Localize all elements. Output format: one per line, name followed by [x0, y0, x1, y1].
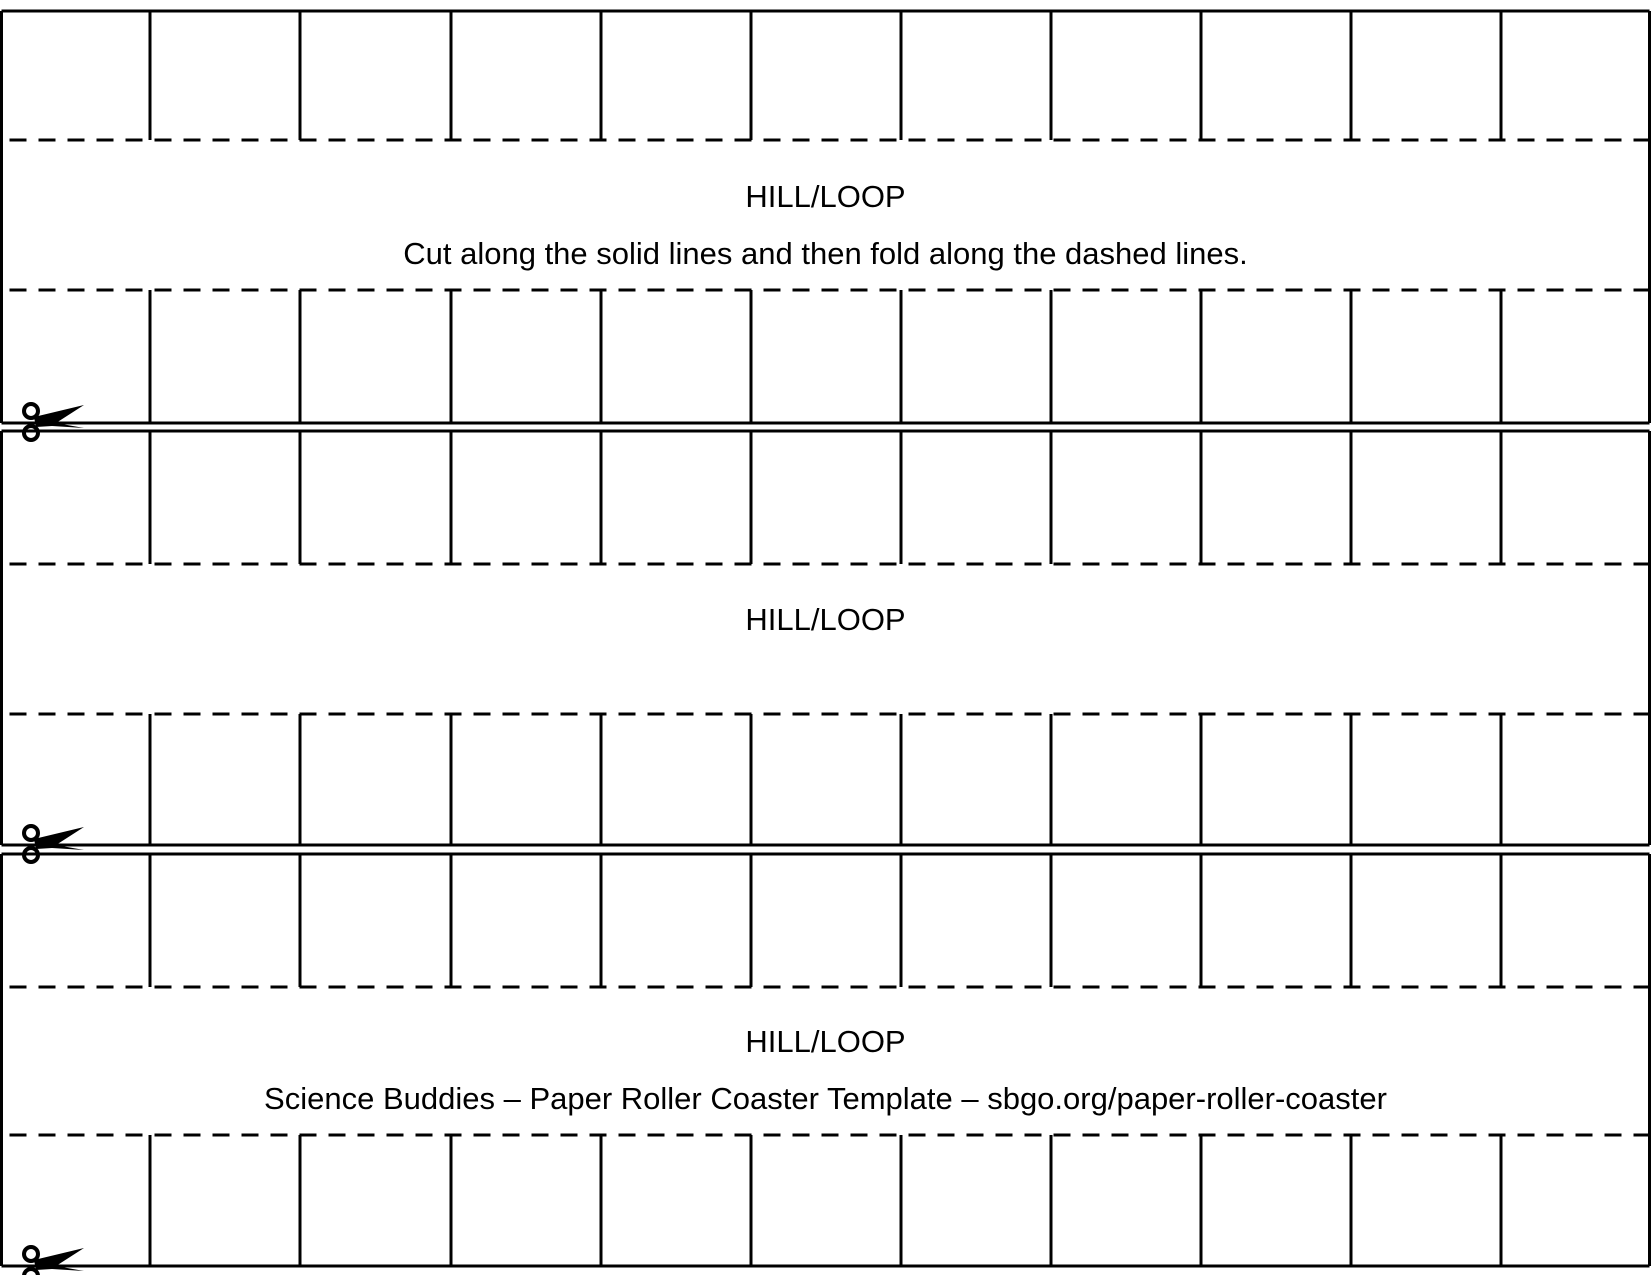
strip-1-instructions: Cut along the solid lines and then fold along the dashed lines. [403, 236, 1248, 271]
strip-2-title: HILL/LOOP [745, 602, 906, 637]
strip-3-title: HILL/LOOP [745, 1024, 906, 1059]
scissors-icon [24, 1247, 84, 1275]
strip-1-title: HILL/LOOP [745, 179, 906, 214]
strip-3-credit: Science Buddies – Paper Roller Coaster Template – sbgo.org/paper-roller-coaster [264, 1081, 1387, 1116]
